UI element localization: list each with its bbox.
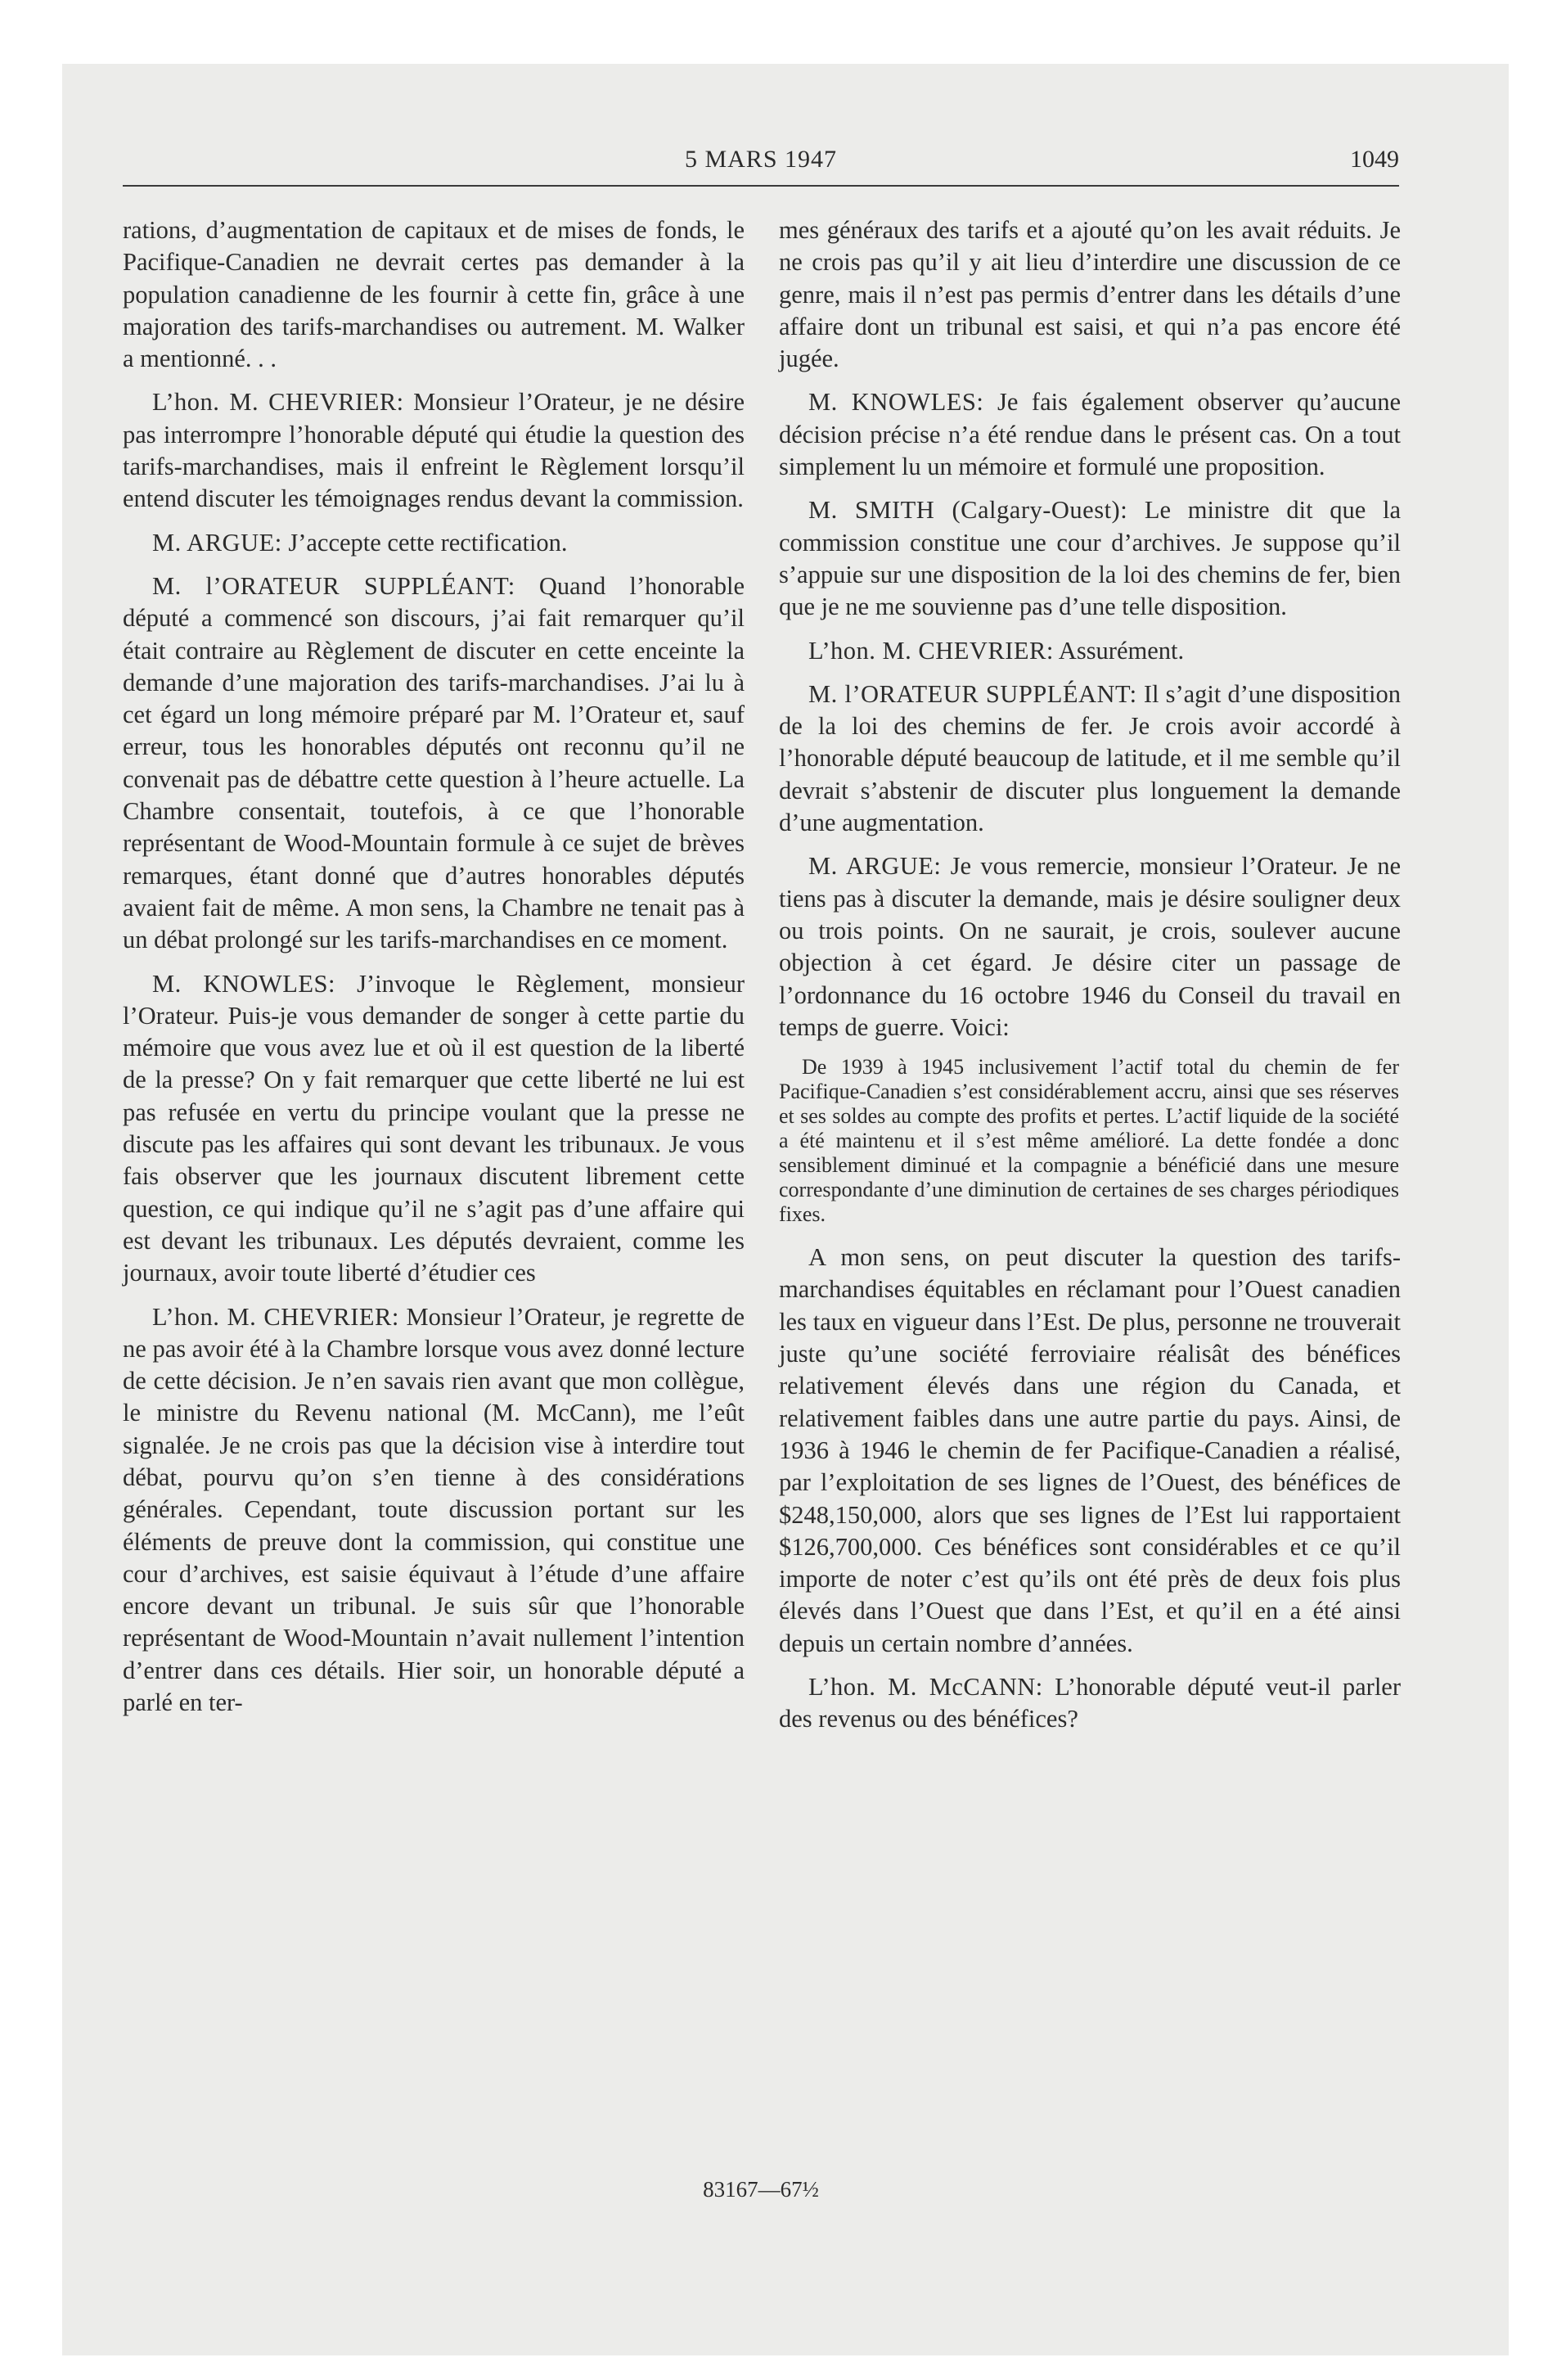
printer-signature: 83167—67½ xyxy=(703,2177,819,2202)
paragraph-text: L’honorable député veut-il parler des revenus ou des bénéfices? xyxy=(779,1672,1401,1733)
left-column xyxy=(123,214,745,1730)
paragraph xyxy=(779,214,1401,375)
paragraph-text: Monsieur l’Orateur, je regrette de ne pas avoir été à la Chambre lorsque vous avez donné lecture de cette décision. Je n’en savais rien avant que mon collègue, le ministre du Revenu national (M. McCann), me l’eût signalée. Je ne crois pas que la décision vise à interdire tout débat, pourvu qu’on s’en tienne à des considérations générales. Cependant, toute discussion portant sur les éléments de preuve dont la commission, qui constitue une cour d’archives, est saisie équivaut à l’étude d’une affaire encore devant un tribunal. Je suis sûr que l’honorable représentant de Wood-Mountain n’avait nullement l’intention d’entrer dans ces détails. Hier soir, un honorable député a parlé en ter- xyxy=(123,1302,745,1717)
paragraph xyxy=(123,214,745,375)
paragraph xyxy=(779,1242,1401,1660)
header-date: 5 MARS 1947 xyxy=(684,146,838,173)
paragraph-text: Je vous remercie, monsieur l’Orateur. Je ne tiens pas à discuter la demande, mais je désire souligner deux ou trois points. On ne saurait, je crois, soulever aucune objection à cet égard. Je désire citer un passage de l’ordonnance du 16 octobre 1946 du Conseil du travail en temps de guerre. Voici: xyxy=(779,852,1401,1041)
paragraph xyxy=(779,494,1401,623)
paragraph-text: A mon sens, on peut discuter la question des tarifs-marchandises équitables en réclamant pour l’Ouest canadien les taux en vigueur dans l’Est. De plus, personne ne trouverait juste qu’une société ferroviaire réalisât des bénéfices relativement élevés dans une région du Canada, et relativement faibles dans une autre partie du pays. Ainsi, de 1936 à 1946 le chemin de fer Pacifique-Canadien a réalisé, par l’exploitation de ses lignes de l’Ouest, des bénéfices de $248,150,000, alors que ses lignes de l’Est lui rapportaient $126,700,000. Ces bénéfices sont considérables et ce qu’il importe de noter c’est qu’ils ont été près de deux fois plus élevés dans l’Ouest que dans l’Est, et qu’il en a été ainsi depuis un certain nombre d’années. xyxy=(779,1243,1401,1657)
paragraph-text: Monsieur l’Orateur, je ne désire pas interrompre l’honorable député qui étudie la question des tarifs-marchandises, mais il enfreint le Règlement lorsqu’il entend discuter les témoignages rendus devant la commission. xyxy=(123,388,745,513)
speaker-name: M. KNOWLES: xyxy=(152,969,335,998)
paragraph xyxy=(123,527,745,559)
quotation-block: De 1939 à 1945 inclusivement l’actif total du chemin de fer Pacifique-Canadien s’est considérablement accru, ainsi que ses réserves et ses soldes au compte des profits et pertes. L’actif liquide de la société a été maintenu et il s’est même amélioré. La dette fondée a donc sensiblement diminué et la compagnie a bénéficié dans une mesure correspondante d’une diminution de certaines de ses charges périodiques fixes. xyxy=(779,1055,1399,1227)
paragraph xyxy=(779,635,1401,667)
paragraph xyxy=(123,968,745,1290)
speaker-name: L’hon. M. CHEVRIER: xyxy=(152,388,404,417)
paragraph xyxy=(123,1301,745,1720)
speaker-name: M. KNOWLES: xyxy=(808,388,984,417)
paragraph-text: mes généraux des tarifs et a ajouté qu’on les avait réduits. Je ne crois pas qu’il y ait lieu d’interdire une discussion de ce genre, mais il n’est pas permis d’entrer dans les détails d’une affaire dont un tribunal est saisi, et qui n’a pas encore été jugée. xyxy=(779,216,1401,373)
speaker-name: M. ARGUE: xyxy=(152,528,282,557)
paragraph-text: rations, d’augmentation de capitaux et de mises de fonds, le Pacifique-Canadien ne devrait certes pas demander à la population canadienne de les fournir à cette fin, grâce à une majoration des tarifs-marchandises ou autrement. M. Walker a mentionné. . . xyxy=(123,216,745,373)
page-number: 1049 xyxy=(1350,146,1399,173)
paragraph-text: Je fais également observer qu’aucune décision précise n’a été rendue dans le présent cas. On a tout simplement lu un mémoire et formulé une proposition. xyxy=(779,388,1402,481)
speaker-name: L’hon. M. CHEVRIER: xyxy=(152,1302,399,1331)
page-header xyxy=(123,146,1399,178)
speaker-name: L’hon. M. CHEVRIER: xyxy=(808,636,1054,665)
speaker-name: M. SMITH (Calgary-Ouest): xyxy=(808,496,1128,525)
paragraph-text: J’invoque le Règlement, monsieur l’Orateur. Puis-je vous demander de songer à cette partie du mémoire que vous avez lue et où il est question de la liberté de la presse? On y fait remarquer que cette liberté ne lui est pas refusée en vertu du principe voulant que la presse ne discute pas les affaires qui sont devant les tribunaux. Je vous fais observer que les journaux discutent librement cette question, ce qui indique qu’il ne s’agit pas d’une affaire qui est devant les tribunaux. Les députés devraient, comme les journaux, avoir toute liberté d’étudier ces xyxy=(123,969,745,1287)
paragraph xyxy=(779,678,1401,839)
paragraph-text: Il s’agit d’une disposition de la loi des chemins de fer. Je crois avoir accordé à l’honorable député beaucoup de latitude, et il me semble qu’il devrait s’abstenir de discuter plus longuement la demande d’une augmentation. xyxy=(779,679,1401,837)
paragraph xyxy=(779,1671,1401,1736)
paragraph xyxy=(123,386,745,515)
paragraph xyxy=(123,570,745,957)
paragraph-text: Quand l’honorable député a commencé son discours, j’ai fait remarquer qu’il était contraire au Règlement de discuter en cette enceinte la demande d’une majoration des tarifs-marchandises. J’ai lu à cet égard un long mémoire préparé par M. l’Orateur et, sauf erreur, tous les honorables députés ont reconnu qu’il ne convenait pas de débattre cette question à l’heure actuelle. La Chambre consentait, toutefois, à ce que l’honorable représentant de Wood-Mountain formule à ce sujet de brèves remarques, étant donné que d’autres honorables députés avaient fait de même. A mon sens, la Chambre ne tenait pas à un débat prolongé sur les tarifs-marchandises en ce moment. xyxy=(123,571,745,954)
paragraph-text: Assurément. xyxy=(1058,636,1185,665)
header-rule xyxy=(123,185,1399,187)
paragraph-text: J’accepte cette rectification. xyxy=(288,528,568,557)
paragraph xyxy=(779,850,1401,1044)
speaker-name: M. l’ORATEUR SUPPLÉANT: xyxy=(808,679,1137,708)
paragraph-text: Le ministre dit que la commission constitue une cour d’archives. Je suppose qu’il s’appuie sur une disposition de la loi des chemins de fer, bien que je ne me souvienne pas d’une telle disposition. xyxy=(779,496,1402,621)
speaker-name: L’hon. M. McCANN: xyxy=(808,1672,1043,1701)
speaker-name: M. l’ORATEUR SUPPLÉANT: xyxy=(152,571,515,600)
speaker-name: M. ARGUE: xyxy=(808,852,942,881)
paragraph xyxy=(779,386,1401,483)
right-column xyxy=(779,214,1401,1747)
